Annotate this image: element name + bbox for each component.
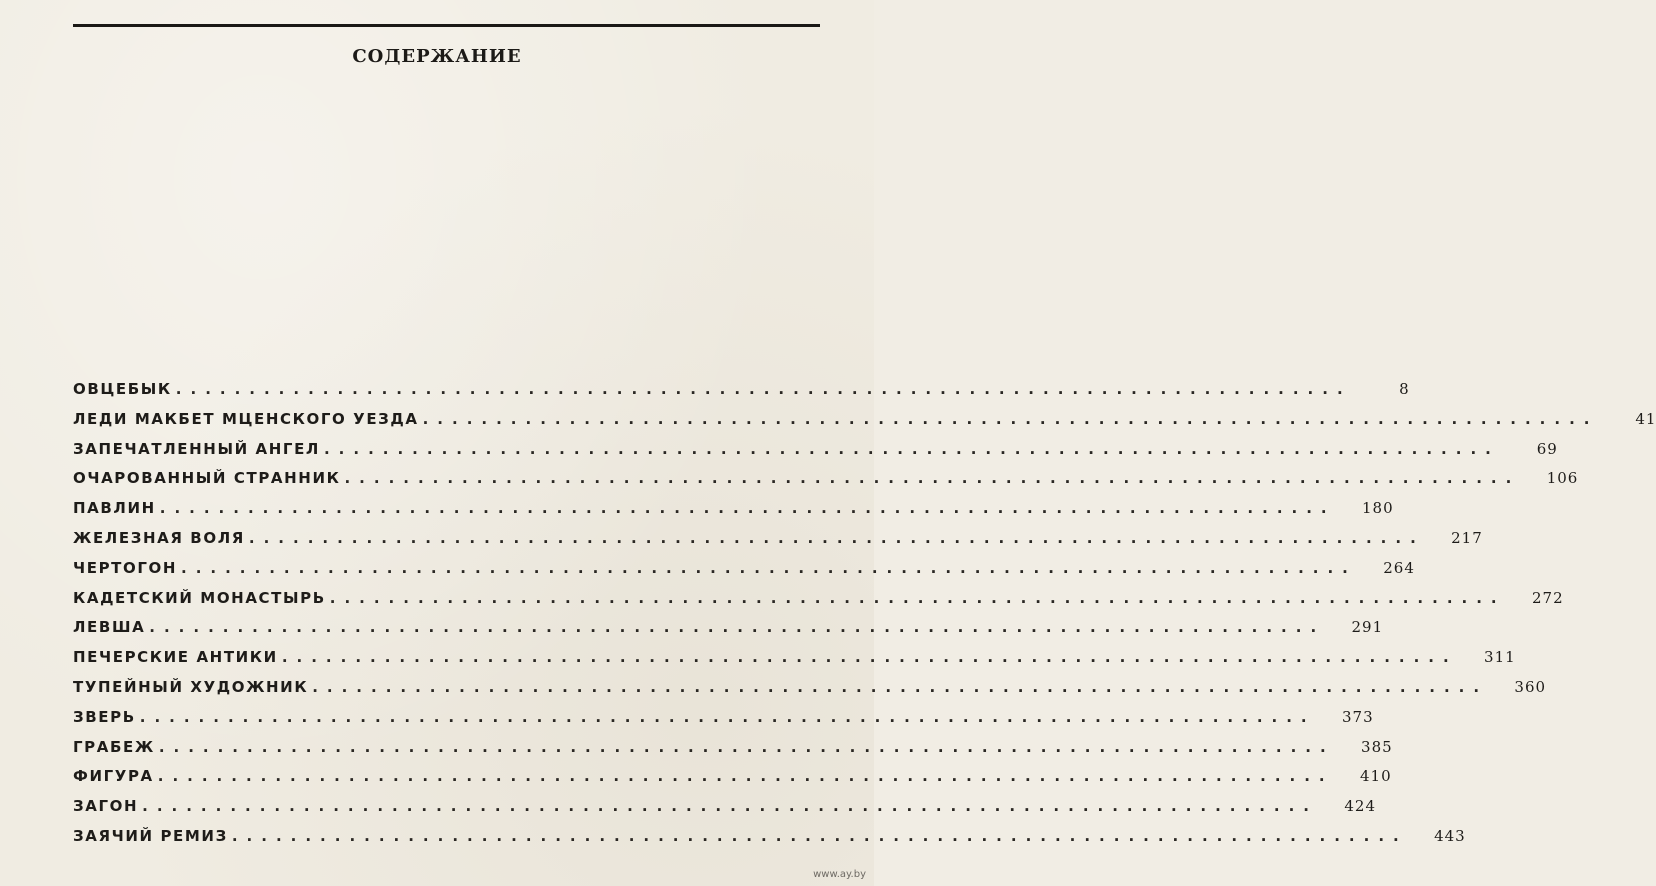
toc-entry-page: 424 (1344, 797, 1376, 816)
toc-entry-title: ПАВЛИН (73, 499, 156, 518)
toc-entry (73, 797, 1376, 827)
watermark: www.ay.by (813, 869, 866, 880)
toc-entry-page: 360 (1514, 677, 1547, 696)
toc-entry-page: 291 (1351, 618, 1384, 637)
toc-leader-dots: ................................................................................ (181, 558, 1357, 577)
toc-leader-dots: ................................................................................ (142, 797, 1318, 816)
toc-leader-dots: ................................................................................ (231, 826, 1408, 845)
toc-entry-title: ЛЕДИ МАКБЕТ МЦЕНСКОГО УЕЗДА (73, 409, 419, 428)
toc-entry-page: 264 (1383, 558, 1415, 577)
toc-entry-page: 311 (1484, 648, 1516, 667)
toc-leader-dots: ................................................................................ (422, 409, 1599, 428)
toc-entry (73, 767, 1392, 797)
toc-entry-page: 69 (1536, 439, 1558, 458)
toc-leader-dots: ................................................................................ (281, 648, 1458, 667)
toc-leader-dots: ................................................................................ (158, 737, 1335, 756)
toc-entry-title: ЗАЯЧИЙ РЕМИЗ (73, 826, 228, 845)
toc-entry (73, 826, 1466, 857)
toc-entry-title: ЖЕЛЕЗНАЯ ВОЛЯ (73, 528, 245, 547)
toc-entry-page: 8 (1399, 380, 1410, 398)
toc-entry (73, 558, 1415, 589)
toc-entry-title: ЛЕВША (73, 618, 146, 637)
toc-leader-dots: ................................................................................ (312, 677, 1489, 696)
toc-entry (73, 528, 1483, 559)
toc-entry-title: ТУПЕЙНЫЙ ХУДОЖНИК (73, 677, 309, 696)
toc-entry (73, 588, 1564, 619)
page-title: СОДЕРЖАНИЕ (352, 46, 522, 67)
toc-entry (73, 648, 1516, 678)
table-of-contents (73, 380, 1656, 857)
toc-entry-title: ГРАБЕЖ (73, 737, 155, 756)
toc-entry (73, 737, 1393, 768)
toc-entry-title: ЧЕРТОГОН (73, 558, 178, 577)
toc-entry-title: ОВЦЕБЫК (73, 380, 172, 398)
toc-entry-page: 410 (1359, 767, 1392, 786)
toc-leader-dots: ................................................................................ (159, 499, 1336, 518)
toc-leader-dots: ................................................................................ (344, 469, 1521, 488)
toc-entry-title: ОЧАРОВАННЫЙ СТРАННИК (73, 469, 341, 488)
toc-leader-dots: ................................................................................ (175, 380, 1352, 398)
toc-entry (73, 677, 1547, 708)
toc-leader-dots: ................................................................................ (139, 707, 1316, 726)
toc-leader-dots: ................................................................................ (329, 588, 1506, 607)
toc-leader-dots: ................................................................................ (149, 618, 1326, 637)
toc-leader-dots: ................................................................................ (323, 439, 1500, 458)
toc-entry-page: 106 (1546, 469, 1579, 488)
toc-entry-page: 373 (1341, 707, 1374, 726)
toc-entry-title: ПЕЧЕРСКИЕ АНТИКИ (73, 648, 278, 667)
toc-entry-title: ФИГУРА (73, 767, 154, 786)
toc-entry (73, 469, 1579, 499)
toc-entry (73, 707, 1374, 738)
toc-entry-title: ЗАПЕЧАТЛЕННЫЙ АНГЕЛ (73, 439, 320, 458)
toc-entry-title: КАДЕТСКИЙ МОНАСТЫРЬ (73, 588, 326, 607)
toc-entry-page: 217 (1451, 528, 1483, 547)
toc-entry (73, 439, 1558, 470)
toc-leader-dots: ................................................................................ (157, 767, 1334, 786)
toc-entry (73, 499, 1394, 529)
toc-entry-title: ЗАГОН (73, 797, 139, 816)
toc-entry (73, 380, 1410, 410)
toc-entry-title: ЗВЕРЬ (73, 707, 136, 726)
toc-entry (73, 409, 1656, 440)
toc-entry-page: 385 (1361, 737, 1393, 756)
toc-entry-page: 180 (1361, 499, 1394, 518)
toc-entry-page: 272 (1531, 588, 1564, 607)
toc-entry-page: 41 (1635, 409, 1656, 428)
toc-entry-page: 443 (1434, 826, 1466, 845)
toc-leader-dots: ................................................................................ (248, 528, 1425, 547)
top-rule (73, 24, 820, 27)
toc-entry (73, 618, 1384, 648)
